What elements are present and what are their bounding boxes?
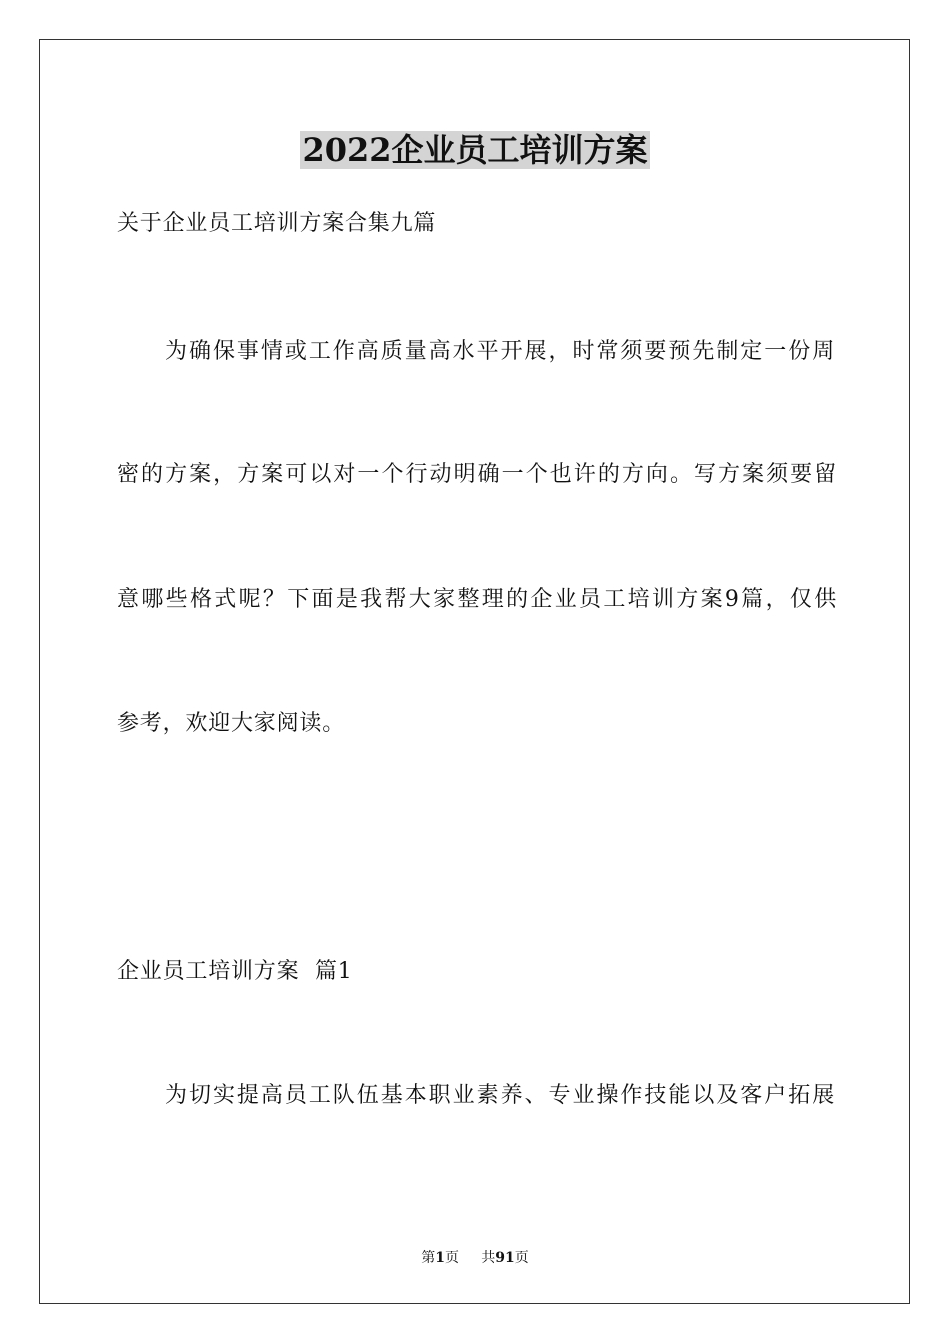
document-title (0, 128, 950, 172)
footer-page-prefix: 第 (421, 1250, 436, 1266)
footer-total-pages: 91 (495, 1250, 515, 1266)
paragraph-line: 密的方案，方案可以对一个行动明确一个也许的方向。写方案须要留 (117, 462, 837, 487)
paragraph-line: 意哪些格式呢？下面是我帮大家整理的企业员工培训方案9篇，仅供 (117, 587, 837, 612)
paragraph-line: 参考，欢迎大家阅读。 (117, 711, 346, 736)
paragraph-line: 为确保事情或工作高质量高水平开展，时常须要预先制定一份周 (165, 339, 835, 364)
footer-total-prefix: 共 (481, 1250, 496, 1266)
document-subtitle: 关于企业员工培训方案合集九篇 (117, 211, 437, 236)
footer-page-suffix: 页 (445, 1250, 459, 1266)
page-footer (0, 1248, 950, 1268)
section-heading: 企业员工培训方案 篇1 (117, 959, 353, 984)
document-title-text: 2022企业员工培训方案 (302, 131, 648, 169)
paragraph-line: 为切实提高员工队伍基本职业素养、专业操作技能以及客户拓展 (165, 1083, 835, 1108)
footer-total-suffix: 页 (514, 1250, 529, 1266)
footer-page-number: 1 (435, 1250, 445, 1266)
